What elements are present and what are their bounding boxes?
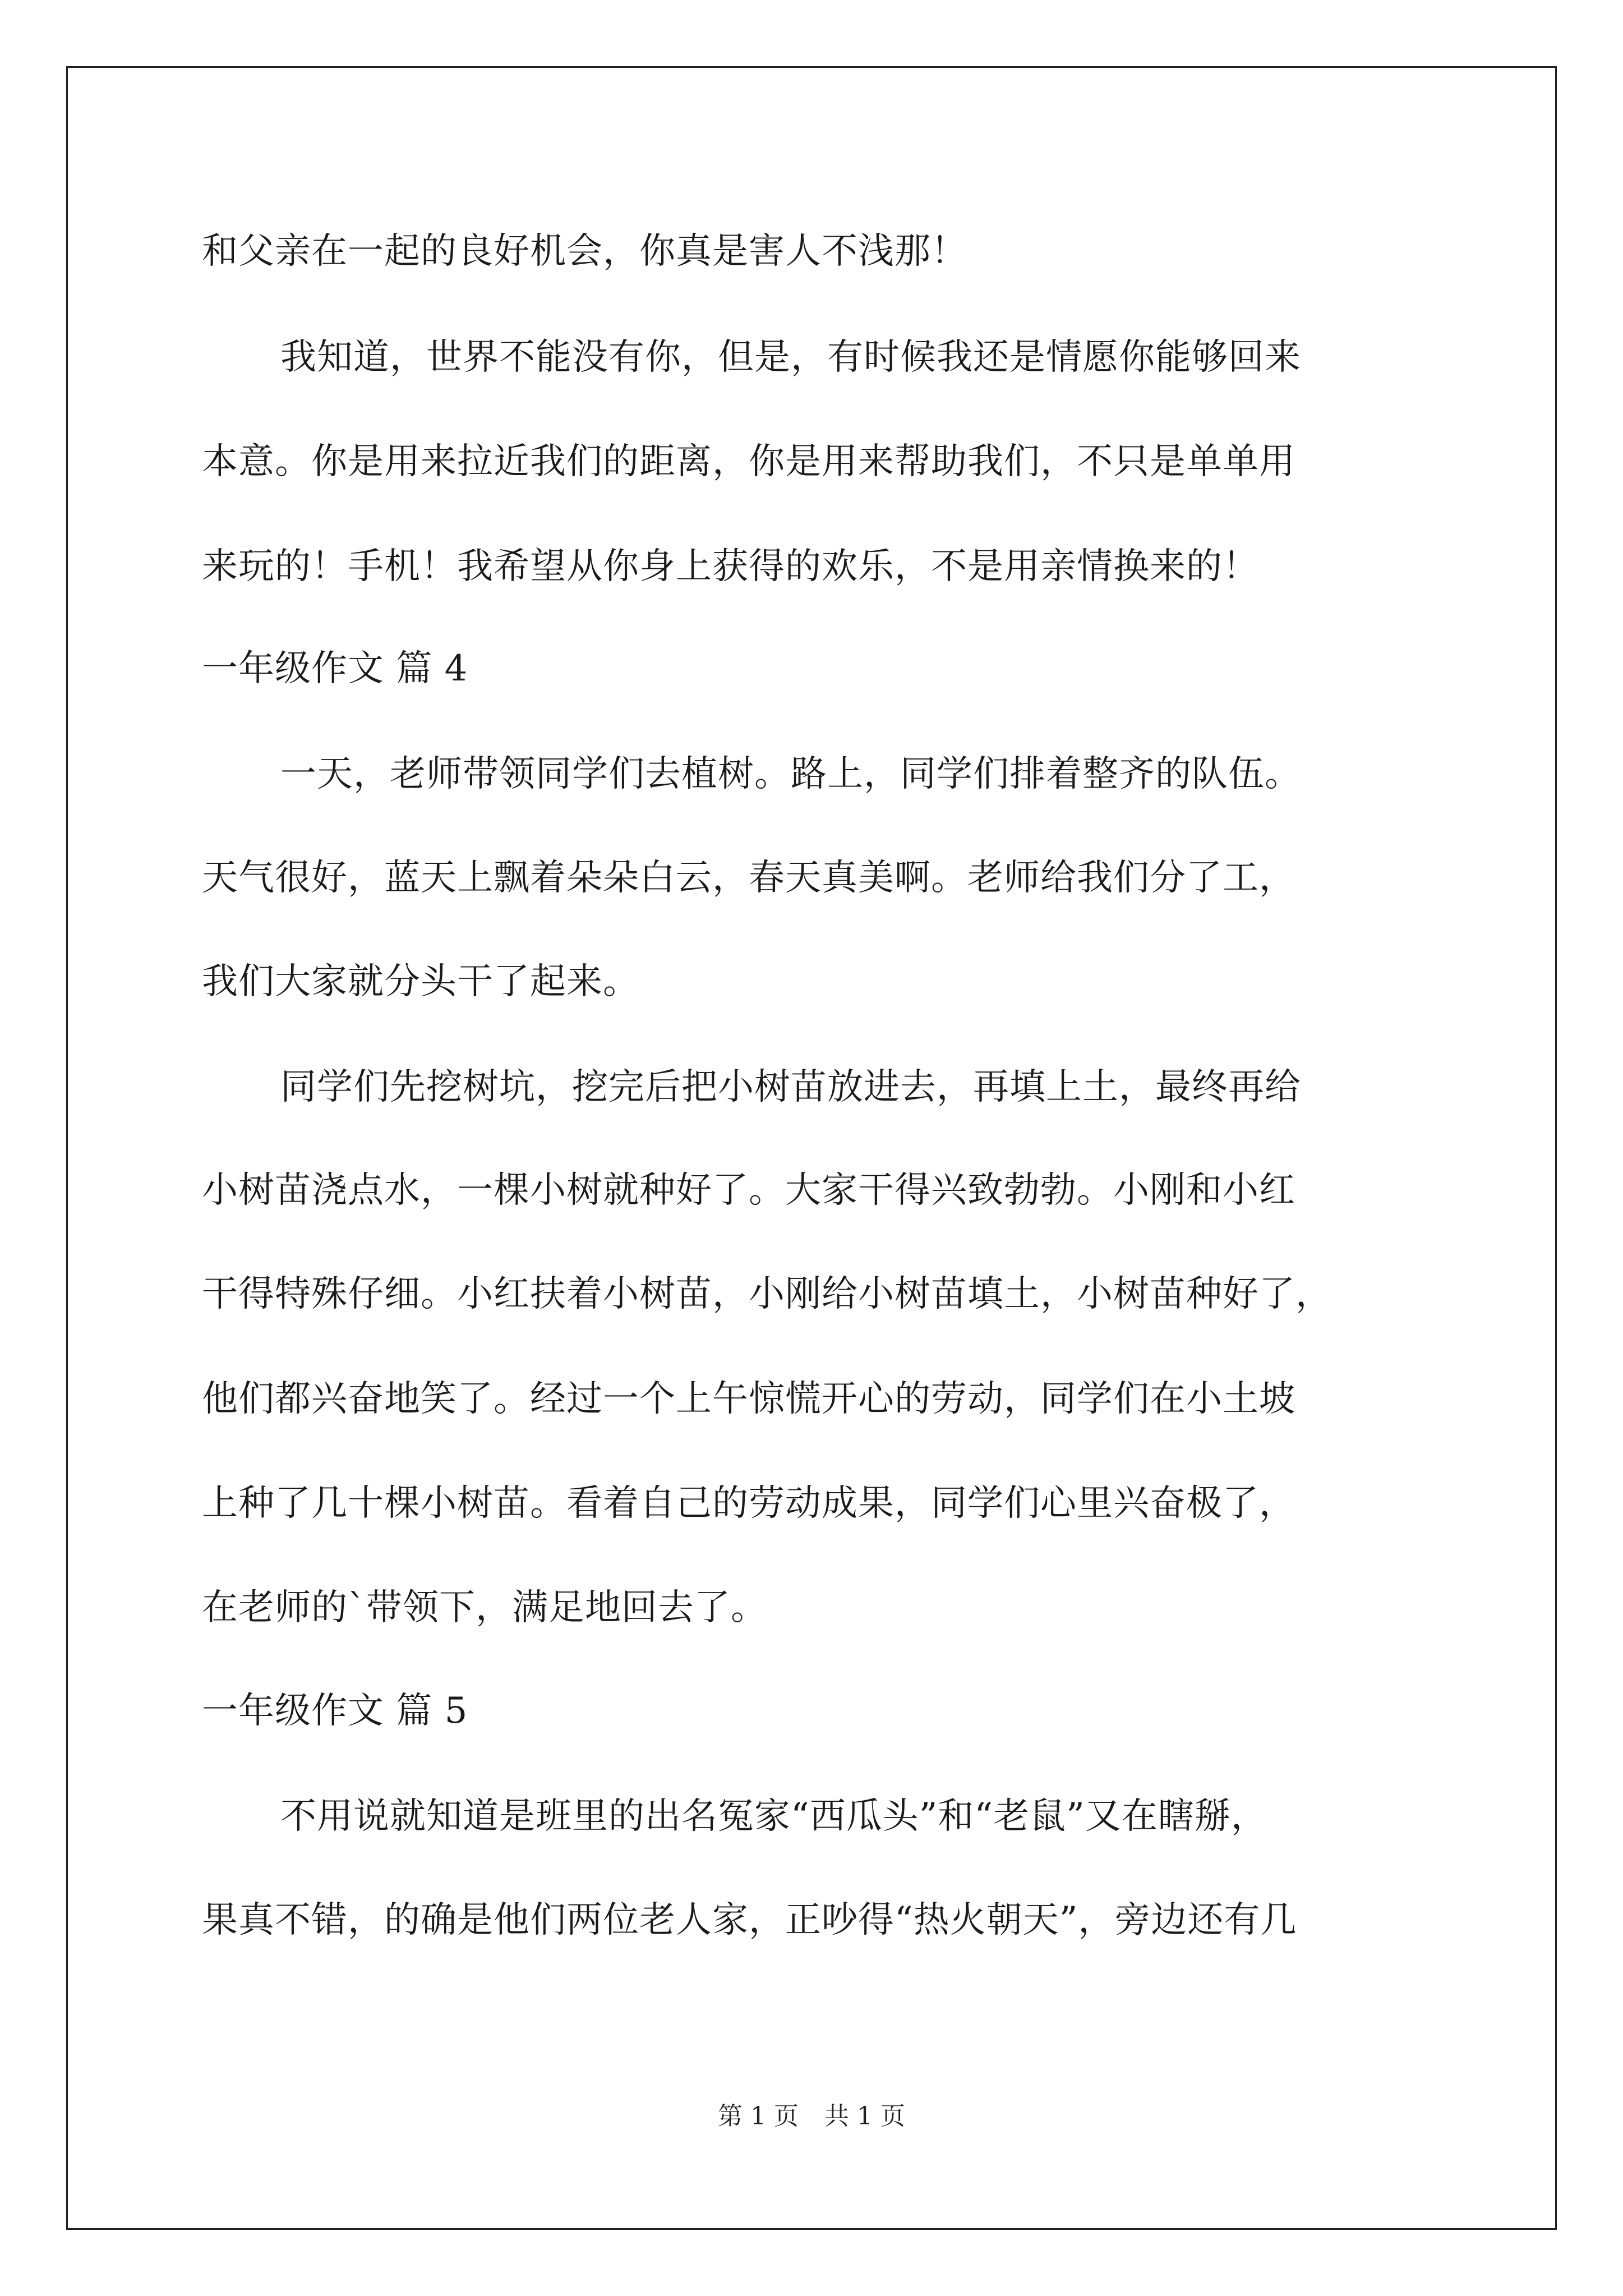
paragraph-line: 在老师的`带领下，满足地回去了。 [202,1587,767,1628]
page-footer [0,2101,1623,2132]
section-heading: 一年级作文 篇 5 [202,1690,468,1732]
paragraph-line: 不用说就知道是班里的出名冤家“西瓜头”和“老鼠”又在瞎掰， [280,1796,1267,1837]
paragraph-line: 他们都兴奋地笑了。经过一个上午惊慌开心的劳动，同学们在小土坡 [202,1378,1295,1420]
paragraph-line: 我知道，世界不能没有你，但是，有时候我还是情愿你能够回来 [280,337,1301,378]
paragraph-line: 我们大家就分头干了起来。 [202,961,639,1002]
paragraph-line: 干得特殊仔细。小红扶着小树苗，小刚给小树苗填土，小树苗种好了， [202,1273,1332,1315]
page-total: 共 1 页 [824,2102,905,2131]
section-heading: 一年级作文 篇 4 [202,648,468,689]
paragraph-line: 小树苗浇点水，一棵小树就种好了。大家干得兴致勃勃。小刚和小红 [202,1170,1295,1211]
paragraph-line: 同学们先挖树坑，挖完后把小树苗放进去，再填上土，最终再给 [280,1066,1301,1108]
paragraph-line: 上种了几十棵小树苗。看着自己的劳动成果，同学们心里兴奋极了， [202,1483,1295,1524]
paragraph-line: 本意。你是用来拉近我们的距离，你是用来帮助我们，不只是单单用 [202,441,1295,482]
paragraph-line: 一天，老师带领同学们去植树。路上，同学们排着整齐的队伍。 [280,753,1301,795]
paragraph-line: 来玩的！手机！我希望从你身上获得的欢乐，不是用亲情换来的！ [202,546,1259,587]
paragraph-line: 天气很好，蓝天上飘着朵朵白云，春天真美啊。老师给我们分了工， [202,857,1295,899]
page-number: 第 1 页 [718,2102,799,2131]
paragraph-line: 和父亲在一起的良好机会，你真是害人不浅那！ [202,231,967,272]
paragraph-line: 果真不错，的确是他们两位老人家，正吵得“热火朝天”，旁边还有几 [202,1899,1297,1941]
